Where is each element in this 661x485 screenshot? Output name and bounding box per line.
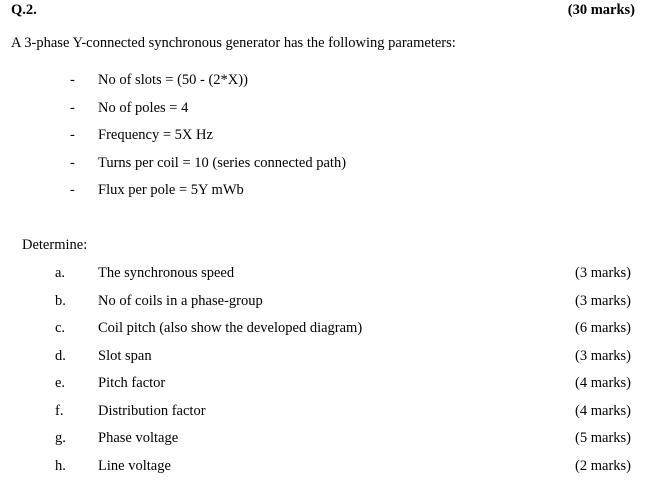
task-text: Pitch factor — [98, 375, 165, 392]
parameter-text: Flux per pole = 5Y mWb — [98, 182, 244, 199]
task-marks: (3 marks) — [575, 265, 631, 282]
task-marks: (3 marks) — [575, 293, 631, 310]
task-letter: f. — [55, 403, 63, 420]
task-text: The synchronous speed — [98, 265, 234, 282]
parameter-text: No of slots = (50 - (2*X)) — [98, 72, 248, 89]
task-letter: g. — [55, 430, 66, 447]
parameter-bullet: - — [70, 127, 75, 144]
task-marks: (5 marks) — [575, 430, 631, 447]
question-intro: A 3-phase Y-connected synchronous generator has the following parameters: — [11, 35, 456, 52]
task-item — [0, 430, 661, 458]
task-marks: (3 marks) — [575, 348, 631, 365]
task-item — [0, 403, 661, 431]
question-total-marks: (30 marks) — [568, 2, 635, 19]
task-letter: e. — [55, 375, 65, 392]
task-text: Slot span — [98, 348, 152, 365]
task-text: No of coils in a phase-group — [98, 293, 263, 310]
task-marks: (4 marks) — [575, 375, 631, 392]
task-text: Distribution factor — [98, 403, 206, 420]
task-marks: (6 marks) — [575, 320, 631, 337]
task-marks: (2 marks) — [575, 458, 631, 475]
parameter-item — [0, 155, 661, 183]
parameter-text: Turns per coil = 10 (series connected path) — [98, 155, 346, 172]
parameter-bullet: - — [70, 100, 75, 117]
task-text: Phase voltage — [98, 430, 178, 447]
task-text: Coil pitch (also show the developed diagram) — [98, 320, 362, 337]
task-text: Line voltage — [98, 458, 171, 475]
parameter-item — [0, 182, 661, 210]
task-item — [0, 265, 661, 293]
task-letter: b. — [55, 293, 66, 310]
parameter-item — [0, 100, 661, 128]
task-item — [0, 293, 661, 321]
parameter-item — [0, 72, 661, 100]
task-item — [0, 375, 661, 403]
parameter-item — [0, 127, 661, 155]
task-letter: d. — [55, 348, 66, 365]
task-marks: (4 marks) — [575, 403, 631, 420]
task-item — [0, 458, 661, 485]
parameter-bullet: - — [70, 72, 75, 89]
task-item — [0, 320, 661, 348]
parameter-list — [0, 72, 661, 210]
parameter-text: Frequency = 5X Hz — [98, 127, 213, 144]
question-number: Q.2. — [11, 2, 37, 19]
task-item — [0, 348, 661, 376]
task-letter: a. — [55, 265, 65, 282]
determine-label: Determine: — [22, 237, 87, 254]
parameter-text: No of poles = 4 — [98, 100, 188, 117]
parameter-bullet: - — [70, 182, 75, 199]
task-list — [0, 265, 661, 485]
task-letter: c. — [55, 320, 65, 337]
task-letter: h. — [55, 458, 66, 475]
parameter-bullet: - — [70, 155, 75, 172]
